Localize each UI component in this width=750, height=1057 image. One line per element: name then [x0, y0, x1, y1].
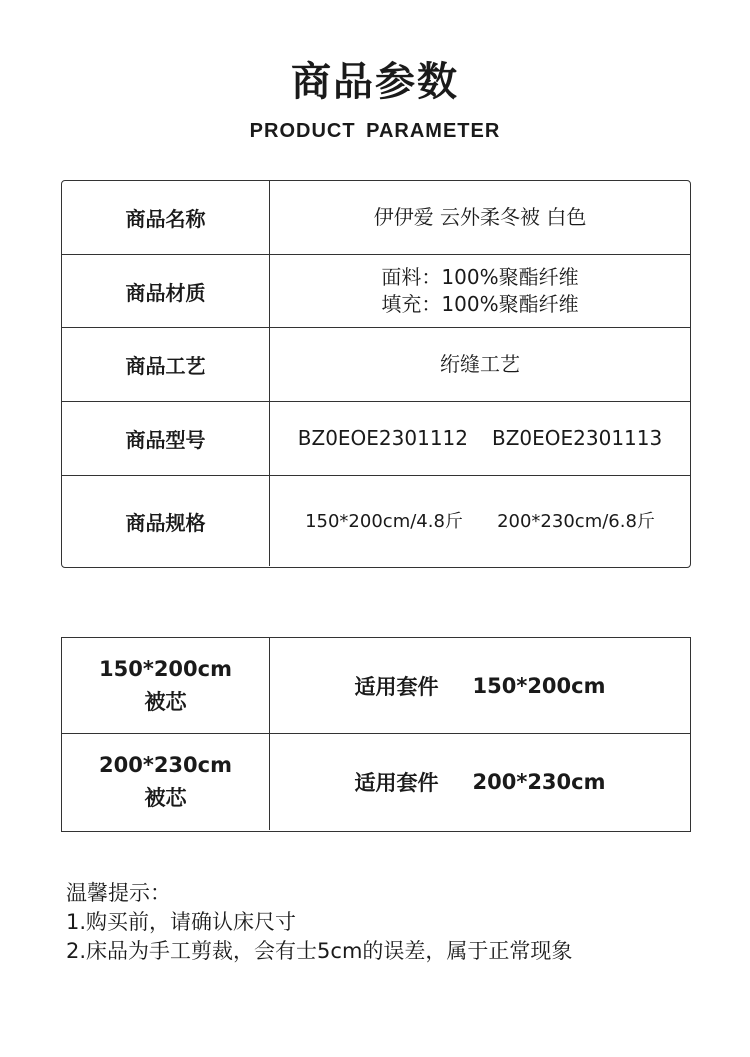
size-fit	[270, 734, 690, 830]
param-label: 商品规格	[62, 476, 270, 566]
param-label: 商品型号	[62, 402, 270, 475]
tip-item: 2.床品为手工剪裁，会有士5cm的误差，属于正常现象	[66, 939, 573, 963]
size-fit	[270, 638, 690, 733]
parameter-table	[61, 180, 691, 568]
tip-item: 1.购买前，请确认床尺寸	[66, 910, 297, 934]
fit-value: 150*200cm	[472, 673, 606, 698]
param-row-craft	[62, 328, 690, 402]
tips-section	[66, 879, 706, 966]
param-row-name	[62, 181, 690, 255]
spec-value: 150*200cm/4.8斤	[305, 510, 463, 532]
size-type: 被芯	[144, 786, 187, 810]
param-label: 商品材质	[62, 255, 270, 327]
size-row	[62, 638, 690, 734]
fit-label: 适用套件	[354, 674, 439, 699]
param-label: 商品名称	[62, 181, 270, 254]
param-value	[270, 255, 690, 327]
param-row-material	[62, 255, 690, 328]
model-number: BZ0EOE2301113	[492, 426, 663, 450]
spec-value: 200*230cm/6.8斤	[497, 510, 655, 532]
param-value	[270, 181, 690, 254]
tips-heading: 温馨提示：	[66, 881, 171, 905]
size-dimensions: 150*200cm	[99, 656, 232, 681]
param-row-model	[62, 402, 690, 476]
product-name: 伊伊爱 云外柔冬被 白色	[373, 205, 587, 229]
param-row-spec	[62, 476, 690, 566]
craft-value: 绗缝工艺	[440, 352, 520, 376]
size-dimensions: 200*230cm	[99, 753, 232, 777]
fit-label: 适用套件	[354, 771, 439, 795]
param-label: 商品工艺	[62, 328, 270, 401]
model-number: BZ0EOE2301112	[297, 426, 468, 450]
param-value	[270, 402, 690, 475]
page-subtitle: PRODUCT PARAMETER	[249, 120, 501, 142]
size-type: 被芯	[144, 689, 187, 714]
size-fit-table	[61, 637, 691, 832]
size-row	[62, 734, 690, 830]
size-label	[62, 638, 270, 733]
page-title: 商品参数	[291, 59, 459, 105]
param-value	[270, 476, 690, 566]
material-filling: 填充：100%聚酯纤维	[381, 292, 579, 316]
param-value	[270, 328, 690, 401]
fit-value: 200*230cm	[472, 770, 606, 794]
size-label	[62, 734, 270, 830]
material-fabric: 面料：100%聚酯纤维	[381, 265, 579, 289]
